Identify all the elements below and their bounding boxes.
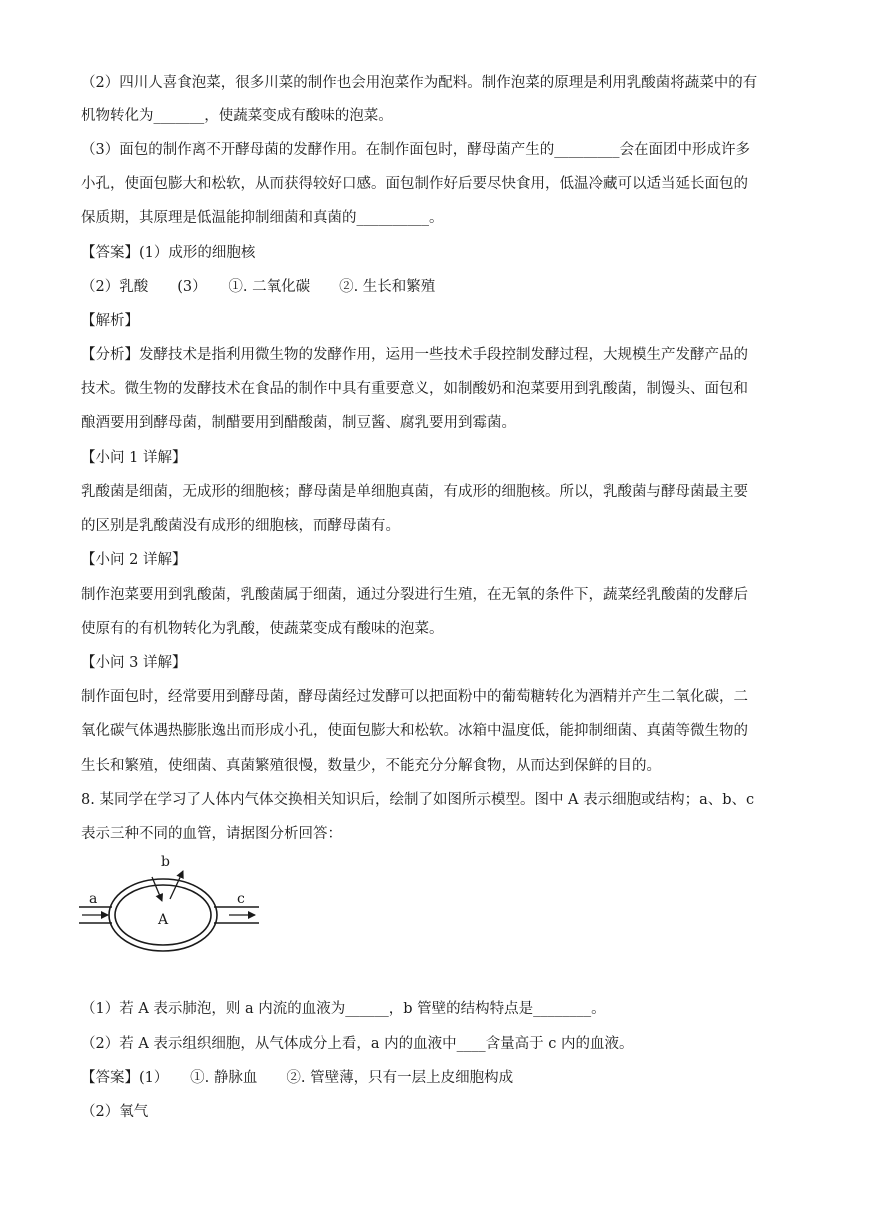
q8-sub-2: （2）若 A 表示组织细胞，从气体成分上看，a 内的血液中____含量高于 c 内的血液。 <box>81 1036 634 1052</box>
sub3-title: 【小问 3 详解】 <box>81 655 187 671</box>
sub2-line-1: 制作泡菜要用到乳酸菌，乳酸菌属于细菌，通过分裂进行生殖，在无氧的条件下，蔬菜经乳酸菌的发酵后 <box>81 587 748 603</box>
q3-line-2: 小孔，使面包膨大和松软，从而获得较好口感。面包制作好后要尽快食用，低温冷藏可以适当延长面包的 <box>81 176 748 192</box>
q3-line-3: 保质期，其原理是低温能抑制细菌和真菌的__________。 <box>81 210 444 226</box>
answer-1-line-1: 【答案】(1）成形的细胞核 <box>81 245 256 261</box>
answer-2-line-2: （2）氧气 <box>81 1104 149 1120</box>
sub2-line-2: 使原有的有机物转化为乳酸，使蔬菜变成有酸味的泡菜。 <box>81 621 444 637</box>
q3-line-1: （3）面包的制作离不开酵母菌的发酵作用。在制作面包时，酵母菌产生的_________会在面团中形成许多 <box>81 142 750 158</box>
q2-line-2: 机物转化为_______，使蔬菜变成有酸味的泡菜。 <box>81 108 393 124</box>
label-c: c <box>237 891 245 907</box>
gas-exchange-diagram <box>76 853 262 977</box>
analysis-line-1: 【分析】发酵技术是指利用微生物的发酵作用，运用一些技术手段控制发酵过程，大规模生产发酵产品的 <box>81 347 748 363</box>
sub1-title: 【小问 1 详解】 <box>81 450 187 466</box>
sub2-title: 【小问 2 详解】 <box>81 552 187 568</box>
answer-2-line-1: 【答案】(1） ①. 静脉血 ②. 管壁薄，只有一层上皮细胞构成 <box>81 1070 514 1086</box>
sub3-line-3: 生长和繁殖，使细菌、真菌繁殖很慢，数量少，不能充分分解食物，从而达到保鲜的目的。 <box>81 758 661 774</box>
sub1-line-1: 乳酸菌是细菌，无成形的细胞核；酵母菌是单细胞真菌，有成形的细胞核。所以，乳酸菌与酵母菌最主要 <box>81 484 748 500</box>
q8-line-1: 8. 某同学在学习了人体内气体交换相关知识后，绘制了如图所示模型。图中 A 表示细胞或结构；a、b、c <box>81 792 755 808</box>
label-A: A <box>158 912 169 928</box>
sub3-line-2: 氧化碳气体遇热膨胀逸出而形成小孔，使面包膨大和松软。冰箱中温度低，能抑制细菌、真菌等微生物的 <box>81 723 748 739</box>
answer-1-line-2: （2）乳酸 (3） ①. 二氧化碳 ②. 生长和繁殖 <box>81 279 436 295</box>
q8-sub-1: （1）若 A 表示肺泡，则 a 内流的血液为______，b 管壁的结构特点是________。 <box>81 1001 606 1017</box>
analysis-line-2: 技术。微生物的发酵技术在食品的制作中具有重要意义，如制酸奶和泡菜要用到乳酸菌，制馒头、面包和 <box>81 381 748 397</box>
q8-line-2: 表示三种不同的血管，请据图分析回答： <box>81 826 342 842</box>
sub1-line-2: 的区别是乳酸菌没有成形的细胞核，而酵母菌有。 <box>81 518 400 534</box>
q2-line-1: （2）四川人喜食泡菜，很多川菜的制作也会用泡菜作为配料。制作泡菜的原理是利用乳酸菌将蔬菜中的有 <box>81 75 758 91</box>
label-a: a <box>89 891 98 907</box>
sub3-line-1: 制作面包时，经常要用到酵母菌，酵母菌经过发酵可以把面粉中的葡萄糖转化为酒精并产生二氧化碳，二 <box>81 689 748 705</box>
analysis-title: 【解析】 <box>81 313 139 329</box>
analysis-line-3: 酿酒要用到酵母菌，制醋要用到醋酸菌，制豆酱、腐乳要用到霉菌。 <box>81 415 516 431</box>
label-b: b <box>161 854 170 870</box>
